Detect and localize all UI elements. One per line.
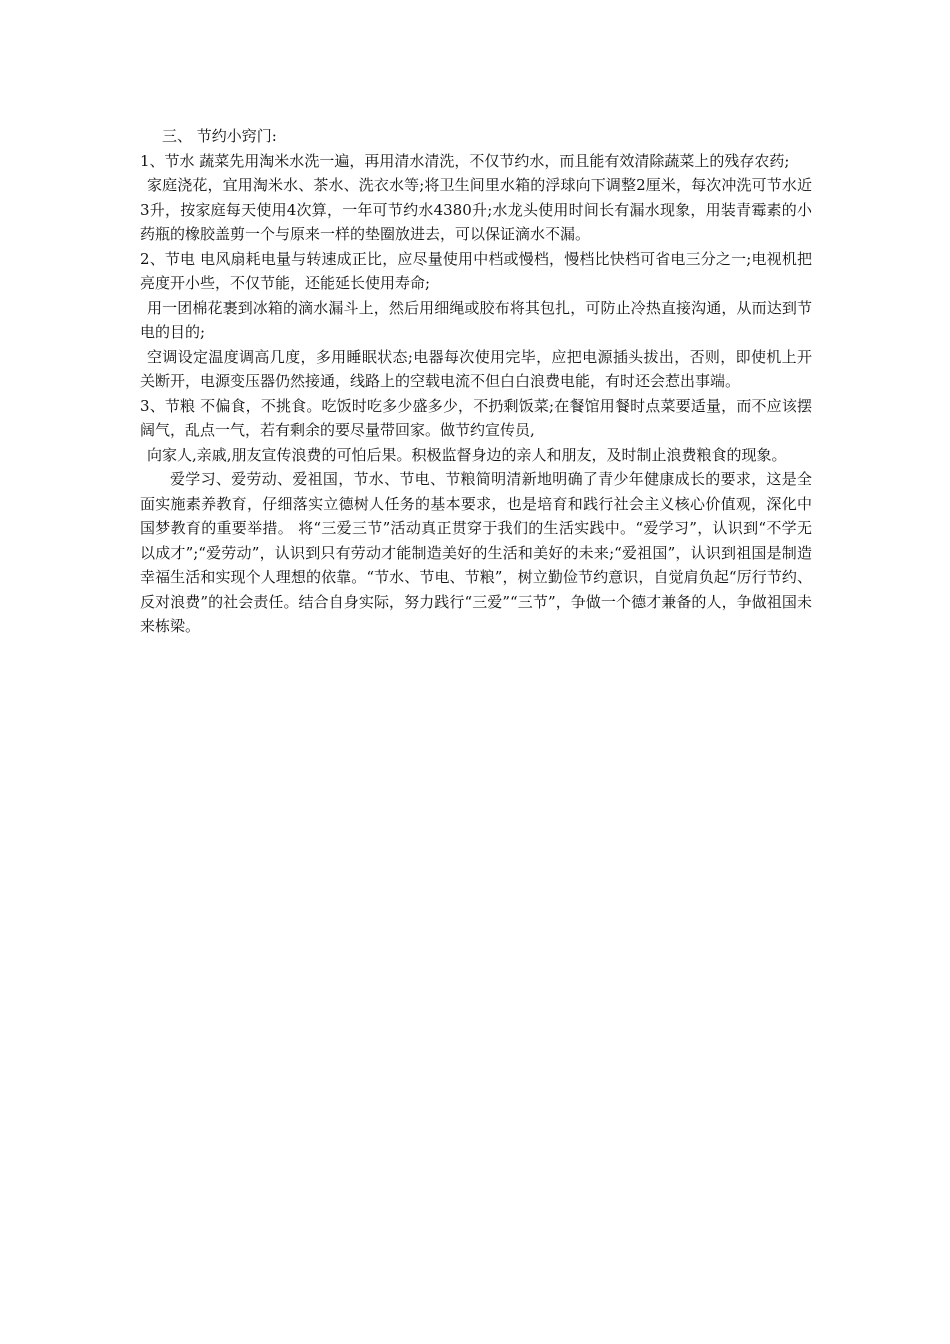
paragraph-water-saving: 1、节水 蔬菜先用淘米水洗一遍，再用清水清洗，不仅节约水，而且能有效清除蔬菜上的残存农药;: [140, 151, 790, 170]
paragraph-food-saving: 3、节粮 不偏食，不挑食。吃饭时吃多少盛多少，不扔剩饭菜;在餐馆用餐时点菜要适量，而不应该摆阔气，乱点一气，若有剩余的要尽量带回家。做节约宣传员,: [140, 396, 812, 439]
section-heading: 三、 节约小窍门:: [162, 127, 277, 145]
paragraph-electricity-saving: 2、节电 电风扇耗电量与转速成正比，应尽量使用中档或慢档，慢档比快档可省电三分之一;电视机把亮度开小些，不仅节能，还能延长使用寿命;: [140, 249, 812, 292]
paragraph-water-tips: 家庭浇花，宜用淘米水、茶水、洗衣水等;将卫生间里水箱的浮球向下调整2厘米，每次冲洗可节水近3升，按家庭每天使用4次算，一年可节约水4380升;水龙头使用时间长有漏水现象，用装青霉素的小药瓶的橡胶盖剪一个与原来一样的垫圈放进去，可以保证滴水不漏。: [140, 176, 812, 243]
paragraph-fridge-tip: 用一团棉花裹到冰箱的滴水漏斗上，然后用细绳或胶布将其包扎，可防止冷热直接沟通，从而达到节电的目的;: [140, 298, 812, 341]
paragraph-aircon-tip: 空调设定温度调高几度，多用睡眠状态;电器每次使用完毕，应把电源插头拔出，否则，即使机上开关断开，电源变压器仍然接通，线路上的空载电流不但白白浪费电能，有时还会惹出事端。: [140, 347, 812, 390]
paragraph-conclusion: 爱学习、爱劳动、爱祖国，节水、节电、节粮简明清新地明确了青少年健康成长的要求，这是全面实施素养教育，仔细落实立德树人任务的基本要求，也是培育和践行社会主义核心价值观，深化中国梦教育的重要举措。 将“三爱三节”活动真正贯穿于我们的生活实践中。“爱学习”，认识到“不学无以成才”;“爱劳动”，认识到只有劳动才能制造美好的生活和美好的未来;“爱祖国”，认识到祖国是制造幸福生活和实现个人理想的依靠。“节水、节电、节粮”，树立勤俭节约意识，自觉肩负起“厉行节约、反对浪费”的社会责任。结合自身实际，努力践行“三爱”“三节”，争做一个德才兼备的人，争做祖国未来栋梁。: [140, 470, 812, 635]
paragraph-food-promotion: 向家人,亲戚,朋友宣传浪费的可怕后果。积极监督身边的亲人和朋友，及时制止浪费粮食的现象。: [147, 445, 787, 464]
document-body: [140, 124, 812, 639]
